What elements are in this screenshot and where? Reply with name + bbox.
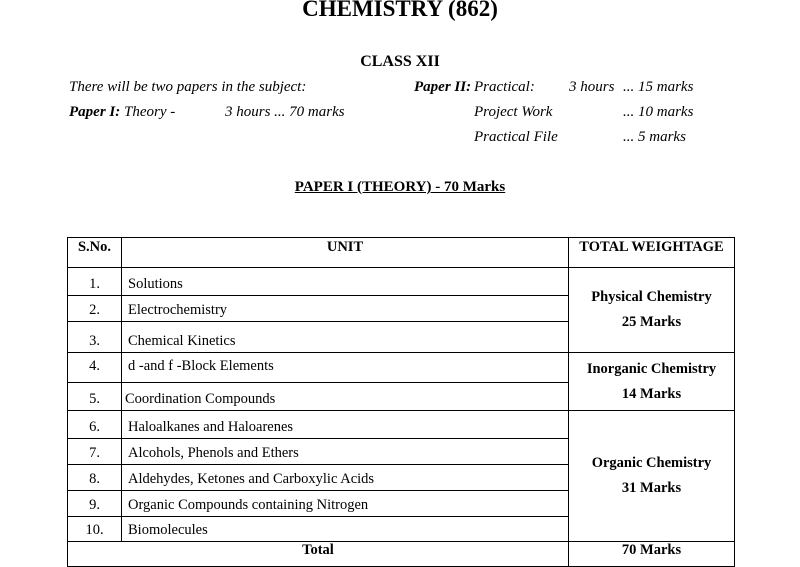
group-marks: 31 Marks — [621, 480, 682, 496]
unit-cell: Solutions — [122, 268, 569, 296]
sno-cell: 4. — [68, 353, 122, 383]
unit-cell: Electrochemistry — [122, 296, 569, 322]
paper2-item-name: Practical: — [474, 79, 535, 95]
total-marks: 70 Marks — [569, 542, 735, 567]
paper1-type: Theory - — [124, 104, 176, 120]
paper2-item-hours: 3 hours — [569, 79, 615, 95]
sno-cell: 8. — [68, 465, 122, 491]
unit-cell: Coordination Compounds — [122, 383, 569, 411]
paper2-item-marks: ... 5 marks — [623, 129, 686, 145]
sno-cell: 3. — [68, 322, 122, 353]
paper2-label: Paper II: — [414, 79, 472, 95]
table-row — [68, 268, 735, 296]
weightage-cell — [569, 411, 735, 542]
table-row — [68, 353, 735, 383]
units-table — [67, 237, 735, 567]
group-marks: 14 Marks — [621, 385, 682, 402]
paper2-item-marks: ... 10 marks — [623, 104, 694, 120]
paper2-item-name: Project Work — [474, 104, 553, 120]
sno-cell: 9. — [68, 491, 122, 517]
group-name: Inorganic Chemistry — [586, 360, 717, 377]
header-weightage: TOTAL WEIGHTAGE — [569, 238, 735, 268]
unit-cell: Chemical Kinetics — [122, 322, 569, 353]
sno-cell: 6. — [68, 411, 122, 439]
sno-cell: 1. — [68, 268, 122, 296]
unit-cell: Biomolecules — [122, 517, 569, 542]
unit-cell: Organic Compounds containing Nitrogen — [122, 491, 569, 517]
weightage-cell — [569, 353, 735, 411]
paper2-item-name: Practical File — [474, 129, 558, 145]
intro-text: There will be two papers in the subject: — [69, 79, 307, 95]
page-title: CHEMISTRY (862) — [302, 0, 498, 21]
group-name: Physical Chemistry — [591, 289, 712, 305]
group-marks: 25 Marks — [621, 314, 682, 330]
header-sno: S.No. — [68, 238, 122, 268]
section-heading — [0, 179, 800, 196]
group-name: Organic Chemistry — [591, 455, 712, 471]
paper1-label: Paper I: — [69, 104, 121, 120]
sno-cell: 2. — [68, 296, 122, 322]
unit-cell: Aldehydes, Ketones and Carboxylic Acids — [122, 465, 569, 491]
unit-cell: Alcohols, Phenols and Ethers — [122, 439, 569, 465]
sno-cell: 5. — [68, 383, 122, 411]
sno-cell: 7. — [68, 439, 122, 465]
unit-cell: Haloalkanes and Haloarenes — [122, 411, 569, 439]
paper1-line — [69, 104, 175, 121]
header-unit: UNIT — [122, 238, 569, 268]
weightage-cell — [569, 268, 735, 353]
table-row — [68, 411, 735, 439]
paper1-duration-marks: 3 hours ... 70 marks — [225, 104, 345, 120]
unit-cell: d -and f -Block Elements — [122, 353, 569, 383]
total-label: Total — [68, 542, 569, 567]
paper2-item-marks: ... 15 marks — [623, 79, 694, 95]
section-heading-text: PAPER I (THEORY) - 70 Marks — [294, 179, 506, 195]
class-heading: CLASS XII — [360, 53, 440, 70]
sno-cell: 10. — [68, 517, 122, 542]
total-row — [68, 542, 735, 567]
table-header-row — [68, 238, 735, 268]
